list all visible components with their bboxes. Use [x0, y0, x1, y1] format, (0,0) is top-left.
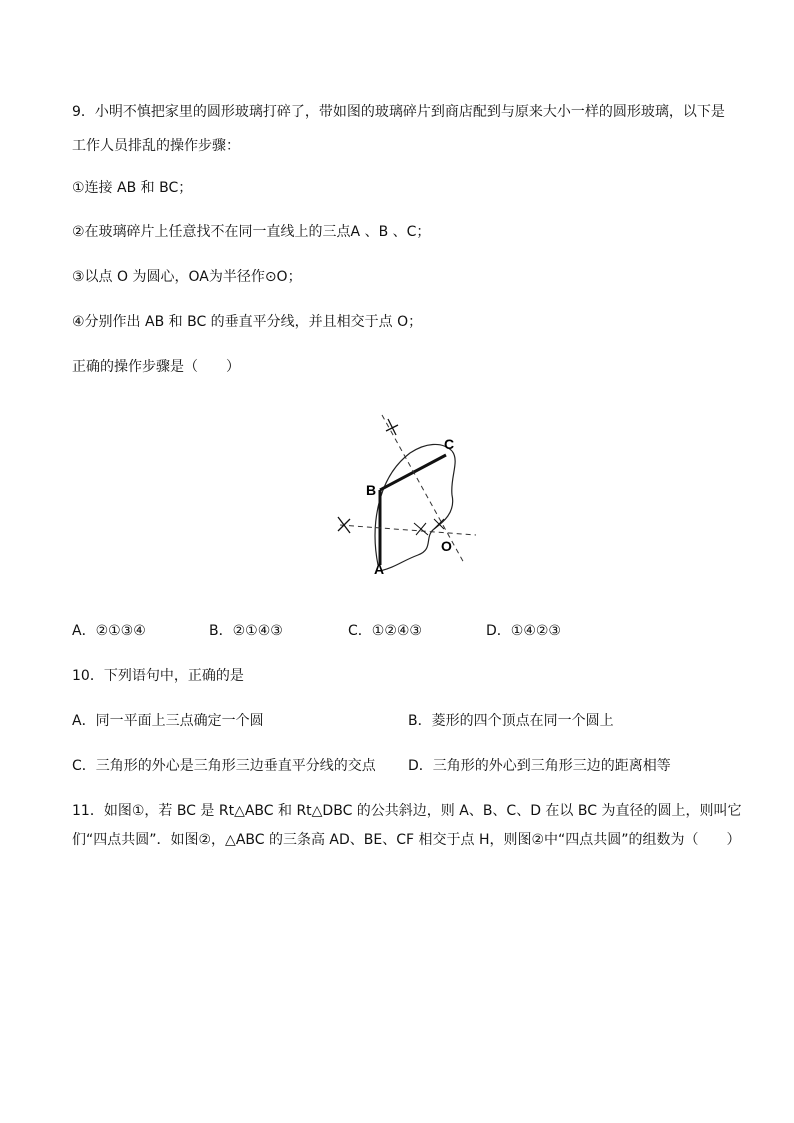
q9-step-1: ①连接 AB 和 BC；: [72, 180, 193, 196]
q9-option-b: B．②①④③: [209, 623, 283, 639]
q10-option-a: A．同一平面上三点确定一个圆: [72, 713, 264, 729]
label-b: B: [366, 482, 377, 498]
q10-stem: 10．下列语句中，正确的是: [72, 668, 244, 684]
q9-prompt: 正确的操作步骤是（ ）: [72, 359, 240, 375]
label-c: C: [444, 436, 455, 452]
q11-line2: 们“四点共圆”．如图②，△ABC 的三条高 AD、BE、CF 相交于点 H，则图②中“四点共圆”的组数为（ ）: [72, 832, 741, 848]
q9-option-c: C．①②④③: [348, 623, 422, 639]
glass-fragment-figure: [330, 405, 480, 585]
q9-stem-line2: 工作人员排乱的操作步骤：: [72, 138, 240, 154]
q10-option-d: D．三角形的外心到三角形三边的距离相等: [408, 758, 671, 774]
q10-option-c: C．三角形的外心是三角形三边垂直平分线的交点: [72, 758, 376, 774]
construction-mark-mid: [414, 523, 428, 535]
q10-option-b: B．菱形的四个顶点在同一个圆上: [408, 713, 614, 729]
q9-option-d: D．①④②③: [486, 623, 561, 639]
segment-bc: [380, 455, 446, 490]
construction-mark-left: [338, 517, 350, 533]
q9-stem-line1: 9．小明不慎把家里的圆形玻璃打碎了，带如图的玻璃碎片到商店配到与原来大小一样的圆形玻璃，以下是: [72, 104, 725, 120]
q9-step-4: ④分别作出 AB 和 BC 的垂直平分线，并且相交于点 O；: [72, 314, 423, 330]
bisector-ab: [340, 525, 476, 535]
label-a: A: [374, 561, 385, 577]
label-o: O: [441, 538, 452, 554]
q9-step-3: ③以点 O 为圆心，OA为半径作⊙O；: [72, 269, 302, 285]
q9-step-2: ②在玻璃碎片上任意找不在同一直线上的三点A 、B 、C；: [72, 224, 431, 240]
construction-mark-right: [434, 519, 444, 529]
q11-line1: 11．如图①，若 BC 是 Rt△ABC 和 Rt△DBC 的公共斜边，则 A、B、C、D 在以 BC 为直径的圆上，则叫它: [72, 803, 742, 819]
q9-option-a: A．②①③④: [72, 623, 146, 639]
